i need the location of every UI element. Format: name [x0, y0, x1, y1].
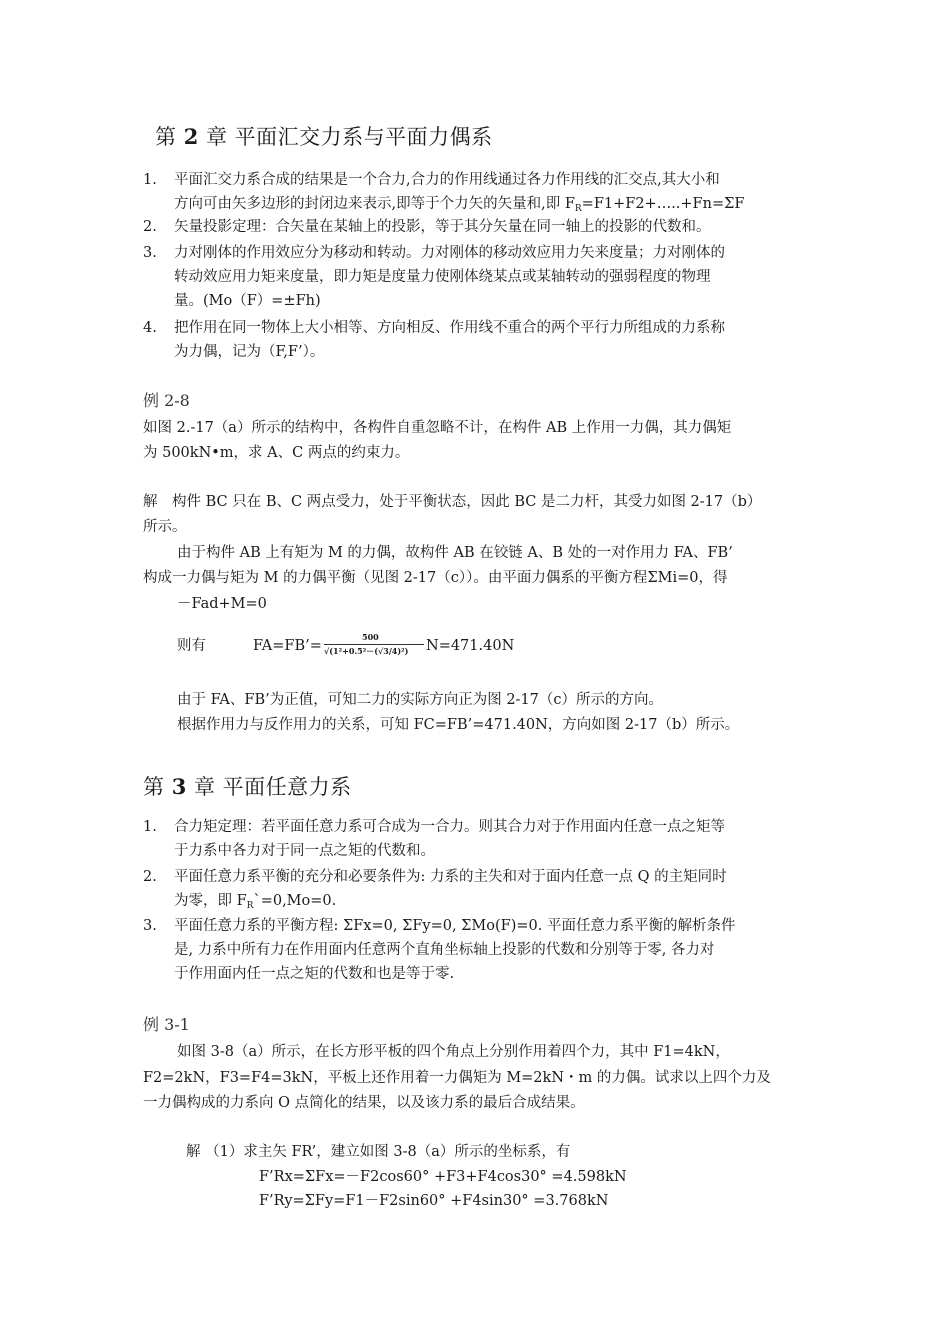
ch3-item-1-line-1: 合力矩定理：若平面任意力系可合成为一合力。则其合力对于作用面内任意一点之矩等 — [174, 819, 725, 835]
chapter-3-title-prefix: 第 — [143, 775, 165, 799]
example-3-1-question-line-2: F2=2kN，F3=F4=3kN，平板上还作用着一力偶矩为 M=2kN・m 的力偶。试求以上四个力及 — [143, 1070, 771, 1086]
example-2-8-solution-line-7: 根据作用力与反作用力的关系，可知 FC=FB’=471.40N，方向如图 2-17（b）所示。 — [177, 717, 740, 733]
ch3-item-3-line-1: 平面任意力系的平衡方程: ΣFx=0, ΣFy=0, ΣMo(F)=0. 平面任意力系平衡的解析条件 — [174, 918, 736, 934]
example-2-8-equation-moment: －Fad+M=0 — [177, 596, 267, 612]
ch3-item-3-line-3: 于作用面内任一点之矩的代数和也是等于零. — [174, 966, 455, 982]
example-2-8-solution-line-2: 所示。 — [143, 519, 187, 535]
example-3-1-question-line-1: 如图 3-8（a）所示，在长方形平板的四个角点上分别作用着四个力，其中 F1=4kN， — [177, 1044, 730, 1060]
ch3-item-3-line-2: 是, 力系中所有力在作用面内任意两个直角坐标轴上投影的代数和分别等于零, 各力对 — [174, 942, 715, 958]
fraction-numerator: 500 — [362, 632, 379, 642]
example-3-1-question-line-3: 一力偶构成的力系向 O 点简化的结果，以及该力系的最后合成结果。 — [143, 1095, 585, 1111]
ch2-item-3-line-2: 转动效应用力矩来度量，即力矩是度量力使刚体绕某点或某轴转动的强弱程度的物理 — [174, 269, 711, 285]
chapter-2-title-prefix: 第 — [155, 125, 177, 149]
ch3-item-3-number: 3. — [143, 918, 157, 934]
ch2-item-1-line-2-formula: =F1+F2+…..+Fn=ΣF — [581, 196, 745, 212]
fraction-denominator: √(1²+0.5²－(√3/4)²) — [324, 646, 409, 656]
example-2-8-then-label: 则有 — [177, 638, 206, 654]
ch3-item-2-line-1: 平面任意力系平衡的充分和必要条件为: 力系的主失和对于面内任意一点 Q 的主矩同时 — [174, 869, 727, 885]
example-2-8-label: 例 2-8 — [143, 391, 190, 410]
ch2-item-3-number: 3. — [143, 245, 157, 261]
example-2-8-solution-line-1: 解 构件 BC 只在 B、C 两点受力，处于平衡状态，因此 BC 是二力杆，其受力如图 2-17（b） — [143, 494, 762, 510]
ch2-item-1-subscript: R — [574, 204, 582, 214]
ch3-item-2-subscript: R — [246, 901, 254, 911]
example-2-8-equation-result: N=471.40N — [426, 638, 515, 654]
chapter-2-title-text: 章 平面汇交力系与平面力偶系 — [206, 125, 493, 149]
example-3-1-solution-line-1: 解 （1）求主矢 FR’，建立如图 3-8（a）所示的坐标系，有 — [186, 1144, 571, 1160]
ch3-item-2-number: 2. — [143, 869, 157, 885]
example-3-1-label: 例 3-1 — [143, 1015, 190, 1034]
ch2-item-4-line-1: 把作用在同一物体上大小相等、方向相反、作用线不重合的两个平行力所组成的力系称 — [174, 320, 725, 336]
example-3-1-equation-rx: F’Rx=ΣFx=－F2cos60° +F3+F4cos30° =4.598kN — [259, 1169, 627, 1185]
ch3-item-1-number: 1. — [143, 819, 157, 835]
ch2-item-1-line-1: 平面汇交力系合成的结果是一个合力,合力的作用线通过各力作用线的汇交点,其大小和 — [174, 172, 720, 188]
ch2-item-2-line-1: 矢量投影定理：合矢量在某轴上的投影，等于其分矢量在同一轴上的投影的代数和。 — [174, 219, 711, 235]
example-2-8-solution-line-4: 构成一力偶与矩为 M 的力偶平衡（见图 2-17（c））。由平面力偶系的平衡方程ΣMi=0，得 — [143, 570, 728, 586]
chapter-2-title-number: 2 — [183, 124, 199, 149]
chapter-3-title — [143, 771, 352, 801]
example-2-8-solution-line-3: 由于构件 AB 上有矩为 M 的力偶，故构件 AB 在铰链 A、B 处的一对作用力 FA、FB’ — [177, 545, 733, 561]
chapter-3-title-text: 章 平面任意力系 — [194, 775, 352, 799]
chapter-2-title — [155, 121, 493, 151]
ch2-item-1-line-2-text: 方向可由矢多边形的封闭边来表示,即等于个力矢的矢量和,即 F — [174, 196, 575, 212]
ch2-item-2-number: 2. — [143, 219, 157, 235]
ch2-item-4-number: 4. — [143, 320, 157, 336]
example-2-8-equation-lhs: FA=FB’= — [253, 638, 322, 654]
ch2-item-1-number: 1. — [143, 172, 157, 188]
ch3-item-1-line-2: 于力系中各力对于同一点之矩的代数和。 — [174, 843, 435, 859]
ch3-item-2-line-2-formula: `=0,Mo=0. — [253, 893, 337, 909]
example-2-8-question-line-1: 如图 2.-17（a）所示的结构中，各构件自重忽略不计，在构件 AB 上作用一力偶，其力偶矩 — [143, 420, 732, 436]
example-2-8-question-line-2: 为 500kN•m，求 A、C 两点的约束力。 — [143, 445, 410, 461]
ch2-item-3-line-1: 力对刚体的作用效应分为移动和转动。力对刚体的移动效应用力矢来度量；力对刚体的 — [174, 245, 725, 261]
ch3-item-2-line-2-text: 为零，即 F — [174, 893, 247, 909]
example-2-8-solution-line-6: 由于 FA、FB’为正值，可知二力的实际方向正为图 2-17（c）所示的方向。 — [177, 692, 664, 708]
example-3-1-equation-ry: F’Ry=ΣFy=F1－F2sin60° +F4sin30° =3.768kN — [259, 1193, 609, 1209]
chapter-3-title-number: 3 — [171, 774, 187, 799]
ch2-item-4-line-2: 为力偶，记为（F,F’）。 — [174, 344, 325, 360]
ch2-item-3-line-3: 量。(Mo（F）=±Fh) — [174, 293, 321, 309]
fraction-bar — [324, 644, 424, 645]
example-2-8-fraction — [324, 632, 424, 662]
